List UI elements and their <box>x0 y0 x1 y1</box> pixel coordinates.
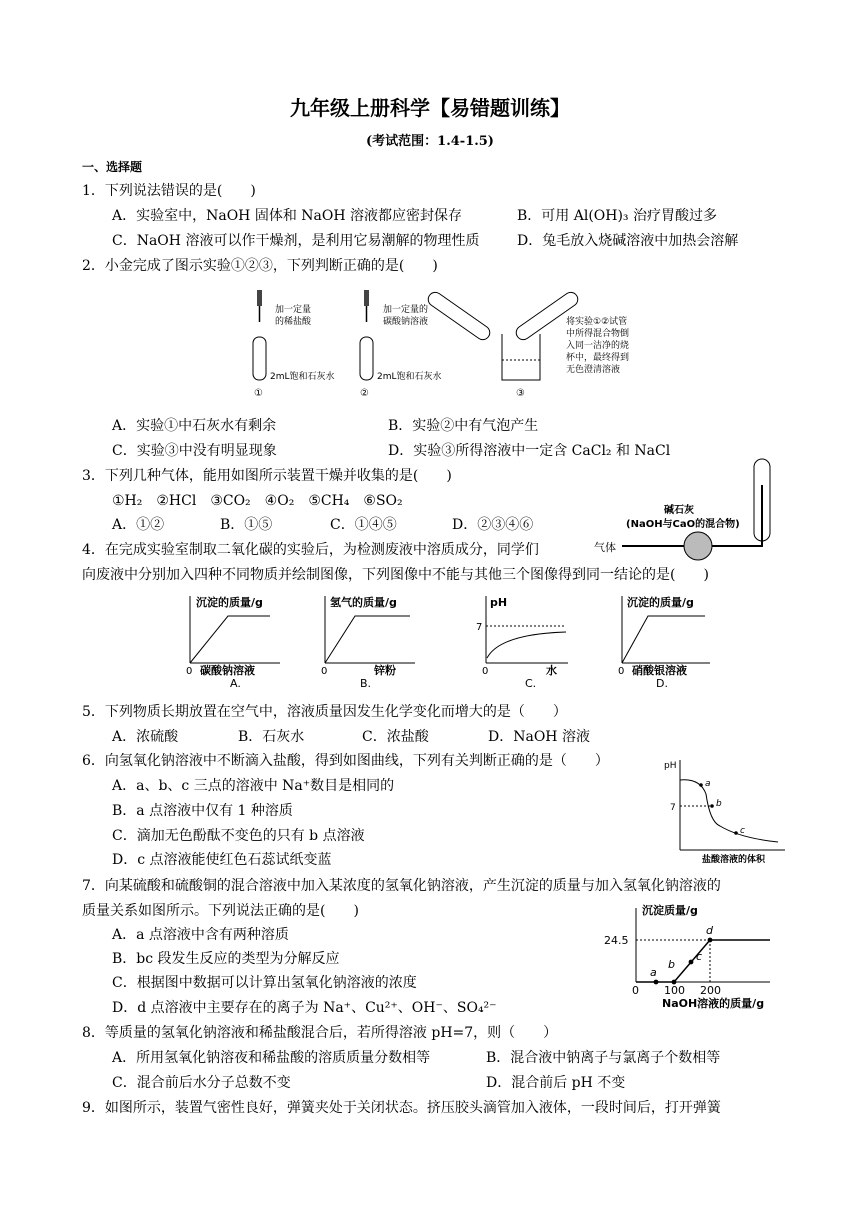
q3-gas-list: ①H₂ ②HCl ③CO₂ ④O₂ ⑤CH₄ ⑥SO₂ <box>112 493 403 509</box>
svg-text:硝酸银溶液: 硝酸银溶液 <box>632 664 687 677</box>
q1-option-c: C．NaOH 溶液可以作干燥剂，是利用它易潮解的物理性质 <box>112 233 480 249</box>
q8-option-d: D．混合前后 pH 不变 <box>486 1075 626 1091</box>
svg-text:c: c <box>696 950 703 963</box>
q3-option-d: D．②③④⑥ <box>452 517 534 533</box>
question-5-stem: 5．下列物质长期放置在空气中，溶液质量因发生化学变化而增大的是（ ） <box>82 704 567 720</box>
drying-ball-icon <box>684 532 712 560</box>
graph-b <box>321 595 415 690</box>
q4-graphs <box>170 588 720 690</box>
dropper-2-icon <box>364 290 369 322</box>
svg-text:沉淀的质量/g: 沉淀的质量/g <box>196 596 263 609</box>
svg-text:a: a <box>650 966 657 979</box>
svg-text:pH: pH <box>664 761 677 771</box>
q8-option-a: A．所用氢氧化钠溶夜和稀盐酸的溶质质量分数相等 <box>112 1050 431 1066</box>
q8-option-b: B．混合液中钠离子与氯离子个数相等 <box>486 1050 721 1066</box>
q8-option-c: C．混合前后水分子总数不变 <box>112 1075 291 1091</box>
q5-option-c: C．浓盐酸 <box>362 729 429 745</box>
q3-option-a: A．①② <box>112 517 165 533</box>
t2-bottom-label: 2mL饱和石灰水 <box>377 372 442 382</box>
graph-a <box>186 595 280 690</box>
section-heading: 一、选择题 <box>82 160 143 174</box>
question-6-stem: 6．向氢氧化钠溶液中不断滴入盐酸，得到如图曲线，下列有关判断正确的是（ ） <box>82 753 609 769</box>
t2-label-2: 碳酸钠溶液 <box>383 317 429 327</box>
q6-option-d: D．c 点溶液能使红色石蕊试纸变蓝 <box>112 852 332 868</box>
t1-label-2: 的稀盐酸 <box>275 317 312 327</box>
test-tube-2-icon <box>360 337 373 380</box>
svg-text:pH: pH <box>490 596 508 609</box>
t3-note-1: 将实验①②试管 <box>566 317 628 327</box>
question-8-stem: 8．等质量的氢氧化钠溶液和稀盐酸混合后，若所得溶液 pH=7，则（ ） <box>82 1025 558 1041</box>
svg-text:24.5: 24.5 <box>604 934 629 947</box>
q7-option-d: D．d 点溶液中主要存在的离子为 Na⁺、Cu²⁺、OH⁻、SO₄²⁻ <box>112 1000 497 1016</box>
question-1-stem: 1．下列说法错误的是( ) <box>82 183 256 199</box>
q3-option-c: C．①④⑤ <box>330 517 397 533</box>
q1-option-d: D．兔毛放入烧碱溶液中加热会溶解 <box>517 233 739 249</box>
t1-label-1: 加一定量 <box>275 305 312 315</box>
gas-inlet-label: 气体 <box>594 541 616 554</box>
question-4-stem-1: 4．在完成实验室制取二氧化碳的实验后，为检测废液中溶质成分，同学们 <box>82 542 539 558</box>
svg-text:沉淀的质量/g: 沉淀的质量/g <box>627 596 694 609</box>
svg-text:b: b <box>716 799 722 809</box>
t3-note-2: 中所得混合物倒 <box>566 329 630 339</box>
q7-precipitate-graph <box>598 902 788 1010</box>
q6-ph-graph <box>660 752 790 867</box>
q6-option-c: C．滴加无色酚酞不变色的只有 b 点溶液 <box>112 828 365 844</box>
question-7-stem-1: 7．向某硫酸和硫酸铜的混合溶液中加入某浓度的氢氧化钠溶液，产生沉淀的质量与加入氢氧化钠溶液的 <box>82 878 721 894</box>
svg-text:A.: A. <box>230 677 241 690</box>
q5-option-d: D．NaOH 溶液 <box>488 729 590 745</box>
question-7-stem-2: 质量关系如图所示。下列说法正确的是( ) <box>82 903 359 919</box>
graph-d <box>618 595 710 690</box>
svg-text:水: 水 <box>546 664 557 677</box>
t1-number: ① <box>254 388 263 399</box>
t1-bottom-label: 2mL饱和石灰水 <box>270 372 335 382</box>
question-9-stem: 9．如图所示，装置气密性良好，弹簧夹处于关闭状态。挤压胶头滴管加入液体，一段时间后，打开弹簧 <box>82 1100 721 1116</box>
t2-number: ② <box>360 388 369 399</box>
svg-text:0: 0 <box>186 666 193 677</box>
svg-text:C.: C. <box>525 677 537 690</box>
svg-text:B.: B. <box>360 677 372 690</box>
t3-number: ③ <box>516 388 525 399</box>
soda-lime-label: 碱石灰 <box>664 505 694 516</box>
svg-text:NaOH溶液的质量/g: NaOH溶液的质量/g <box>662 997 765 1010</box>
svg-text:沉淀质量/g: 沉淀质量/g <box>642 904 698 917</box>
q2-option-a: A．实验①中石灰水有剩余 <box>112 418 277 434</box>
t3-note-3: 入同一洁净的烧 <box>566 341 630 351</box>
q5-option-b: B．石灰水 <box>238 729 305 745</box>
svg-text:a: a <box>705 779 711 789</box>
tilted-tubes-icon <box>425 290 580 343</box>
svg-text:0: 0 <box>321 666 328 677</box>
svg-text:盐酸溶液的体积: 盐酸溶液的体积 <box>702 855 766 865</box>
svg-text:0: 0 <box>618 666 625 677</box>
t2-label-1: 加一定量的 <box>383 305 429 315</box>
svg-text:碳酸钠溶液: 碳酸钠溶液 <box>200 664 255 677</box>
q7-option-b: B．bc 段发生反应的类型为分解反应 <box>112 951 340 967</box>
svg-text:0: 0 <box>632 984 639 997</box>
q7-option-c: C．根据图中数据可以计算出氢氧化钠溶液的浓度 <box>112 975 417 991</box>
test-tube-1-icon <box>253 337 266 380</box>
svg-text:氢气的质量/g: 氢气的质量/g <box>330 596 397 609</box>
q3-drying-apparatus <box>586 455 786 565</box>
t3-note-4: 杯中，最终得到 <box>566 353 630 363</box>
svg-text:d: d <box>706 924 713 937</box>
svg-text:b: b <box>668 958 675 971</box>
svg-text:100: 100 <box>664 984 685 997</box>
beaker-icon <box>502 334 540 380</box>
svg-text:D.: D. <box>656 677 668 690</box>
exam-scope: (考试范围：1.4-1.5) <box>366 134 494 149</box>
t3-note-5: 无色澄清溶液 <box>566 365 621 375</box>
question-2-stem: 2．小金完成了图示实验①②③，下列判断正确的是( ) <box>82 258 438 274</box>
q6-option-a: A．a、b、c 三点的溶液中 Na⁺数目是相同的 <box>112 778 395 794</box>
svg-text:7: 7 <box>670 803 676 813</box>
q2-option-c: C．实验③中没有明显现象 <box>112 443 277 459</box>
page-title: 九年级上册科学【易错题训练】 <box>290 96 570 120</box>
q6-option-b: B．a 点溶液中仅有 1 种溶质 <box>112 803 293 819</box>
q2-experiment-figure <box>240 282 640 402</box>
q2-option-d: D．实验③所得溶液中一定含 CaCl₂ 和 NaCl <box>388 443 671 459</box>
q5-option-a: A．浓硫酸 <box>112 729 179 745</box>
dropper-1-icon <box>257 290 262 322</box>
q3-option-b: B．①⑤ <box>220 517 273 533</box>
q1-option-b: B．可用 Al(OH)₃ 治疗胃酸过多 <box>517 208 717 224</box>
svg-text:7: 7 <box>476 622 483 633</box>
question-3-stem: 3．下列几种气体，能用如图所示装置干燥并收集的是( ) <box>82 468 452 484</box>
svg-text:c: c <box>740 826 745 836</box>
soda-lime-desc: (NaOH与CaO的混合物) <box>626 519 740 530</box>
svg-text:0: 0 <box>482 666 489 677</box>
svg-text:锌粉: 锌粉 <box>374 664 396 677</box>
q1-option-a: A．实验室中，NaOH 固体和 NaOH 溶液都应密封保存 <box>112 208 463 224</box>
question-4-stem-2: 向废液中分别加入四种不同物质并绘制图像，下列图像中不能与其他三个图像得到同一结论的是( ) <box>82 567 709 583</box>
q2-option-b: B．实验②中有气泡产生 <box>388 418 539 434</box>
q7-option-a: A．a 点溶液中含有两种溶质 <box>112 927 289 943</box>
graph-c <box>476 596 568 690</box>
svg-text:200: 200 <box>700 984 721 997</box>
